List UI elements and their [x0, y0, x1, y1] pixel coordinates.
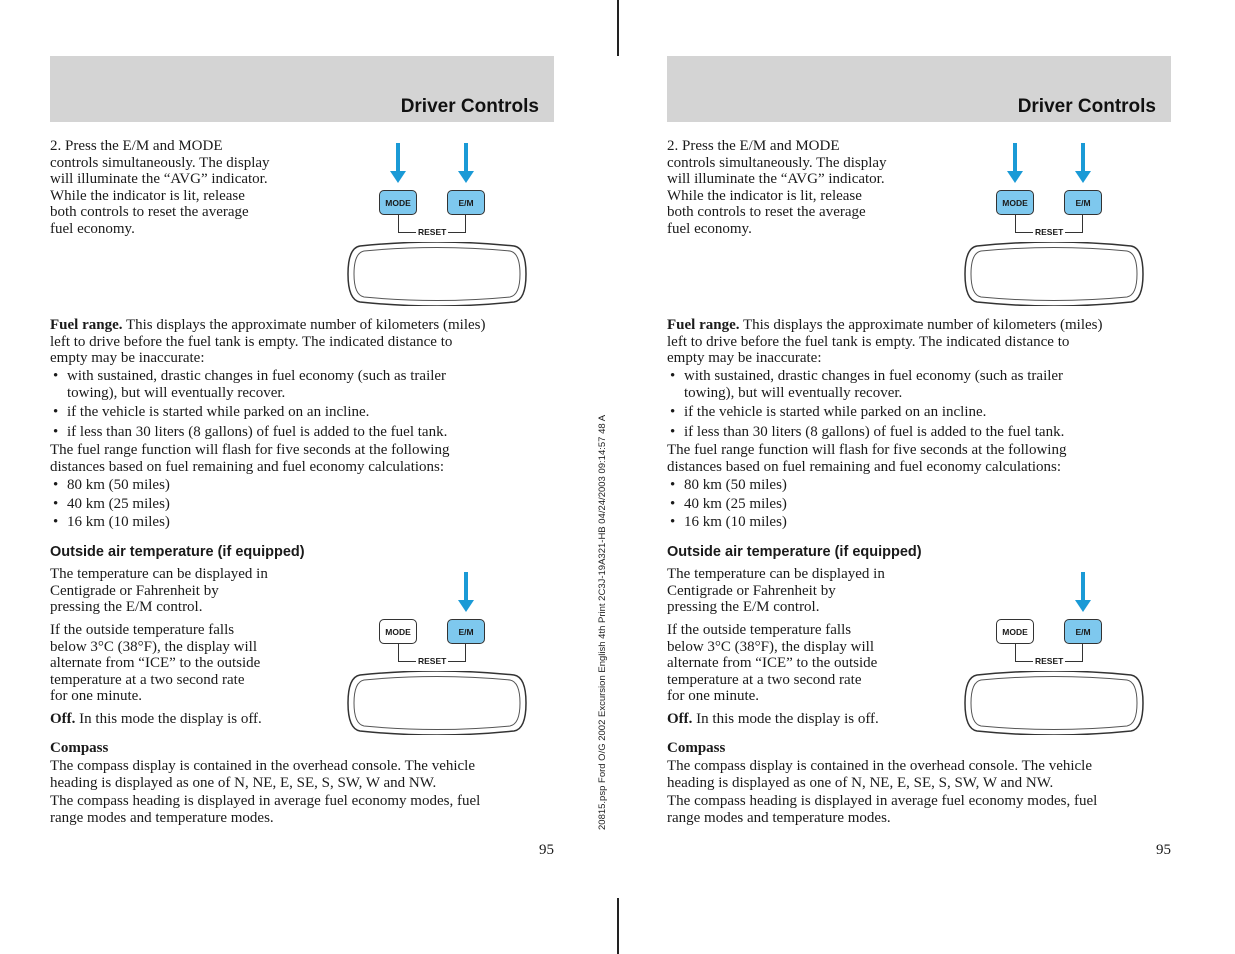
text-line — [50, 317, 554, 334]
fuel-range-label: Fuel range. — [667, 317, 740, 333]
text-line: if the vehicle is started while parked on an incline. — [684, 404, 987, 420]
em-button[interactable]: E/M — [1064, 619, 1102, 644]
text-line: This displays the approximate number of kilometers (miles) — [122, 317, 486, 333]
text-line: While the indicator is lit, release — [50, 187, 245, 204]
text-line: range modes and temperature modes. — [667, 809, 891, 826]
text-line: below 3°C (38°F), the display will — [50, 638, 257, 655]
mode-arrow — [1013, 143, 1017, 173]
text-line: both controls to reset the average — [50, 204, 249, 220]
paragraph — [50, 758, 554, 791]
text-line: if the vehicle is started while parked on an incline. — [67, 404, 370, 420]
text-line: The temperature can be displayed in — [50, 566, 268, 582]
oat-heading: Outside air temperature (if equipped) — [667, 544, 922, 560]
list-item — [50, 424, 554, 441]
bullet: • — [53, 404, 59, 420]
em-arrow — [1081, 572, 1085, 602]
text-line: with sustained, drastic changes in fuel economy (such as trailer — [684, 368, 1064, 384]
text-line: 2. Press the E/M and MODE — [50, 138, 223, 154]
text-line: controls simultaneously. The display — [667, 154, 887, 171]
right-page — [667, 0, 1171, 954]
button-display-diagram — [344, 143, 544, 313]
page-number: 95 — [1156, 842, 1171, 858]
text-line: if less than 30 liters (8 gallons) of fuel is added to the fuel tank. — [67, 423, 448, 440]
paragraph — [667, 442, 1171, 475]
list-item — [667, 368, 1171, 401]
paragraph — [50, 442, 554, 475]
list-item — [667, 424, 1171, 441]
text-line: empty may be inaccurate: — [667, 350, 822, 366]
button-display-diagram — [344, 572, 544, 742]
text-line: The compass heading is displayed in average fuel economy modes, fuel — [50, 793, 481, 809]
list-item — [50, 404, 554, 421]
mode-button[interactable]: MODE — [996, 190, 1034, 215]
reset-label: RESET — [418, 656, 447, 666]
text-line: If the outside temperature falls — [667, 622, 852, 638]
oat-heading: Outside air temperature (if equipped) — [50, 544, 305, 560]
text-line: towing), but will eventually recover. — [684, 384, 903, 401]
paragraph — [50, 138, 310, 237]
distance-list — [50, 477, 554, 533]
list-item — [50, 514, 554, 531]
text-line: left to drive before the fuel tank is empty. The indicated distance to — [667, 333, 1070, 350]
text-line: 16 km (10 miles) — [684, 514, 787, 530]
em-button[interactable]: E/M — [447, 619, 485, 644]
display-screen — [346, 671, 528, 735]
list-item — [667, 514, 1171, 531]
em-arrow-head — [458, 600, 474, 612]
text-line: for one minute. — [50, 688, 143, 704]
compass-heading: Compass — [50, 740, 109, 756]
em-arrow — [1081, 143, 1085, 173]
text-line: The compass display is contained in the overhead console. The vehicle — [50, 758, 476, 774]
text-line: 40 km (25 miles) — [684, 495, 787, 512]
text-line: controls simultaneously. The display — [50, 154, 270, 171]
text-line: Centigrade or Fahrenheit by — [50, 582, 219, 599]
bullet: • — [53, 514, 59, 530]
paragraph — [667, 758, 1171, 791]
bullet: • — [670, 368, 676, 384]
bullet: • — [670, 423, 676, 440]
paragraph — [667, 566, 927, 616]
text-line: fuel economy. — [667, 220, 752, 237]
list-item — [667, 496, 1171, 513]
section-title: Driver Controls — [1017, 96, 1156, 117]
mode-arrow-head — [1007, 171, 1023, 183]
text-line: The compass display is contained in the overhead console. The vehicle — [667, 758, 1093, 774]
text-line: The compass heading is displayed in average fuel economy modes, fuel — [667, 793, 1098, 809]
text-line: 80 km (50 miles) — [684, 477, 787, 493]
list-item — [50, 368, 554, 401]
off-text: In this mode the display is off. — [75, 711, 262, 727]
em-button[interactable]: E/M — [447, 190, 485, 215]
bullet: • — [53, 423, 59, 440]
text-line: Centigrade or Fahrenheit by — [667, 582, 836, 599]
bullet: • — [670, 495, 676, 512]
off-text: In this mode the display is off. — [692, 711, 879, 727]
text-line — [667, 317, 1171, 334]
text-line: 40 km (25 miles) — [67, 495, 170, 512]
text-line: towing), but will eventually recover. — [67, 384, 286, 401]
left-page — [50, 0, 554, 954]
em-button[interactable]: E/M — [1064, 190, 1102, 215]
reset-label: RESET — [1035, 227, 1064, 237]
text-line: with sustained, drastic changes in fuel economy (such as trailer — [67, 368, 447, 384]
display-screen — [346, 242, 528, 306]
inaccurate-list — [50, 368, 554, 443]
text-line: heading is displayed as one of N, NE, E, SE, S, SW, W and NW. — [667, 774, 1054, 791]
button-display-diagram — [961, 572, 1161, 742]
text-line: for one minute. — [667, 688, 760, 704]
bullet: • — [53, 495, 59, 512]
fuel-range-label: Fuel range. — [50, 317, 123, 333]
mode-button[interactable]: MODE — [379, 190, 417, 215]
text-line: While the indicator is lit, release — [667, 187, 862, 204]
bullet: • — [53, 368, 59, 384]
paragraph — [50, 793, 554, 826]
text-line: both controls to reset the average — [667, 204, 866, 220]
section-header — [667, 56, 1171, 122]
compass-heading: Compass — [667, 740, 726, 756]
text-line: alternate from “ICE” to the outside — [667, 655, 878, 671]
paragraph — [667, 793, 1171, 826]
text-line: 80 km (50 miles) — [67, 477, 170, 493]
off-paragraph — [667, 711, 879, 728]
bullet: • — [670, 514, 676, 530]
paragraph — [50, 622, 310, 705]
text-line: below 3°C (38°F), the display will — [667, 638, 874, 655]
text-line: The fuel range function will flash for five seconds at the following — [667, 442, 1067, 458]
list-item — [667, 477, 1171, 494]
text-line: If the outside temperature falls — [50, 622, 235, 638]
crop-mark-top — [617, 0, 619, 56]
bullet: • — [53, 477, 59, 493]
list-item — [50, 477, 554, 494]
text-line: The fuel range function will flash for five seconds at the following — [50, 442, 450, 458]
distance-list — [667, 477, 1171, 533]
fuel-range-paragraph — [667, 317, 1171, 367]
list-item — [50, 496, 554, 513]
em-arrow-head — [458, 171, 474, 183]
em-arrow — [464, 143, 468, 173]
bullet: • — [670, 477, 676, 493]
text-line: distances based on fuel remaining and fuel economy calculations: — [50, 458, 445, 475]
section-header — [50, 56, 554, 122]
text-line: heading is displayed as one of N, NE, E, SE, S, SW, W and NW. — [50, 774, 437, 791]
print-info: 20815.psp Ford O/G 2002 Excursion English 4th Print 2C3J-19A321-HB 04/24/2003 09:14:57 48 A — [597, 414, 608, 830]
paragraph — [667, 138, 927, 237]
list-item — [667, 404, 1171, 421]
off-label: Off. — [50, 711, 76, 727]
mode-button[interactable]: MODE — [379, 619, 417, 644]
crop-mark-bottom — [617, 898, 619, 954]
text-line: temperature at a two second rate — [667, 671, 862, 688]
text-line: range modes and temperature modes. — [50, 809, 274, 826]
inaccurate-list — [667, 368, 1171, 443]
mode-button[interactable]: MODE — [996, 619, 1034, 644]
mode-arrow — [396, 143, 400, 173]
text-line: will illuminate the “AVG” indicator. — [667, 171, 885, 187]
em-arrow-head — [1075, 600, 1091, 612]
paragraph — [50, 566, 310, 616]
bullet: • — [670, 404, 676, 420]
button-display-diagram — [961, 143, 1161, 313]
paragraph — [667, 622, 927, 705]
off-paragraph — [50, 711, 262, 728]
text-line: 16 km (10 miles) — [67, 514, 170, 530]
text-line: left to drive before the fuel tank is empty. The indicated distance to — [50, 333, 453, 350]
reset-label: RESET — [1035, 656, 1064, 666]
text-line: 2. Press the E/M and MODE — [667, 138, 840, 154]
em-arrow-head — [1075, 171, 1091, 183]
text-line: alternate from “ICE” to the outside — [50, 655, 261, 671]
text-line: temperature at a two second rate — [50, 671, 245, 688]
text-line: will illuminate the “AVG” indicator. — [50, 171, 268, 187]
display-screen — [963, 242, 1145, 306]
mode-arrow-head — [390, 171, 406, 183]
page-number: 95 — [539, 842, 554, 858]
text-line: distances based on fuel remaining and fuel economy calculations: — [667, 458, 1062, 475]
display-screen — [963, 671, 1145, 735]
section-title: Driver Controls — [400, 96, 539, 117]
text-line: pressing the E/M control. — [667, 599, 820, 615]
fuel-range-paragraph — [50, 317, 554, 367]
em-arrow — [464, 572, 468, 602]
text-line: This displays the approximate number of kilometers (miles) — [739, 317, 1103, 333]
reset-label: RESET — [418, 227, 447, 237]
off-label: Off. — [667, 711, 693, 727]
text-line: pressing the E/M control. — [50, 599, 203, 615]
text-line: The temperature can be displayed in — [667, 566, 885, 582]
text-line: empty may be inaccurate: — [50, 350, 205, 366]
text-line: if less than 30 liters (8 gallons) of fuel is added to the fuel tank. — [684, 423, 1065, 440]
text-line: fuel economy. — [50, 220, 135, 237]
